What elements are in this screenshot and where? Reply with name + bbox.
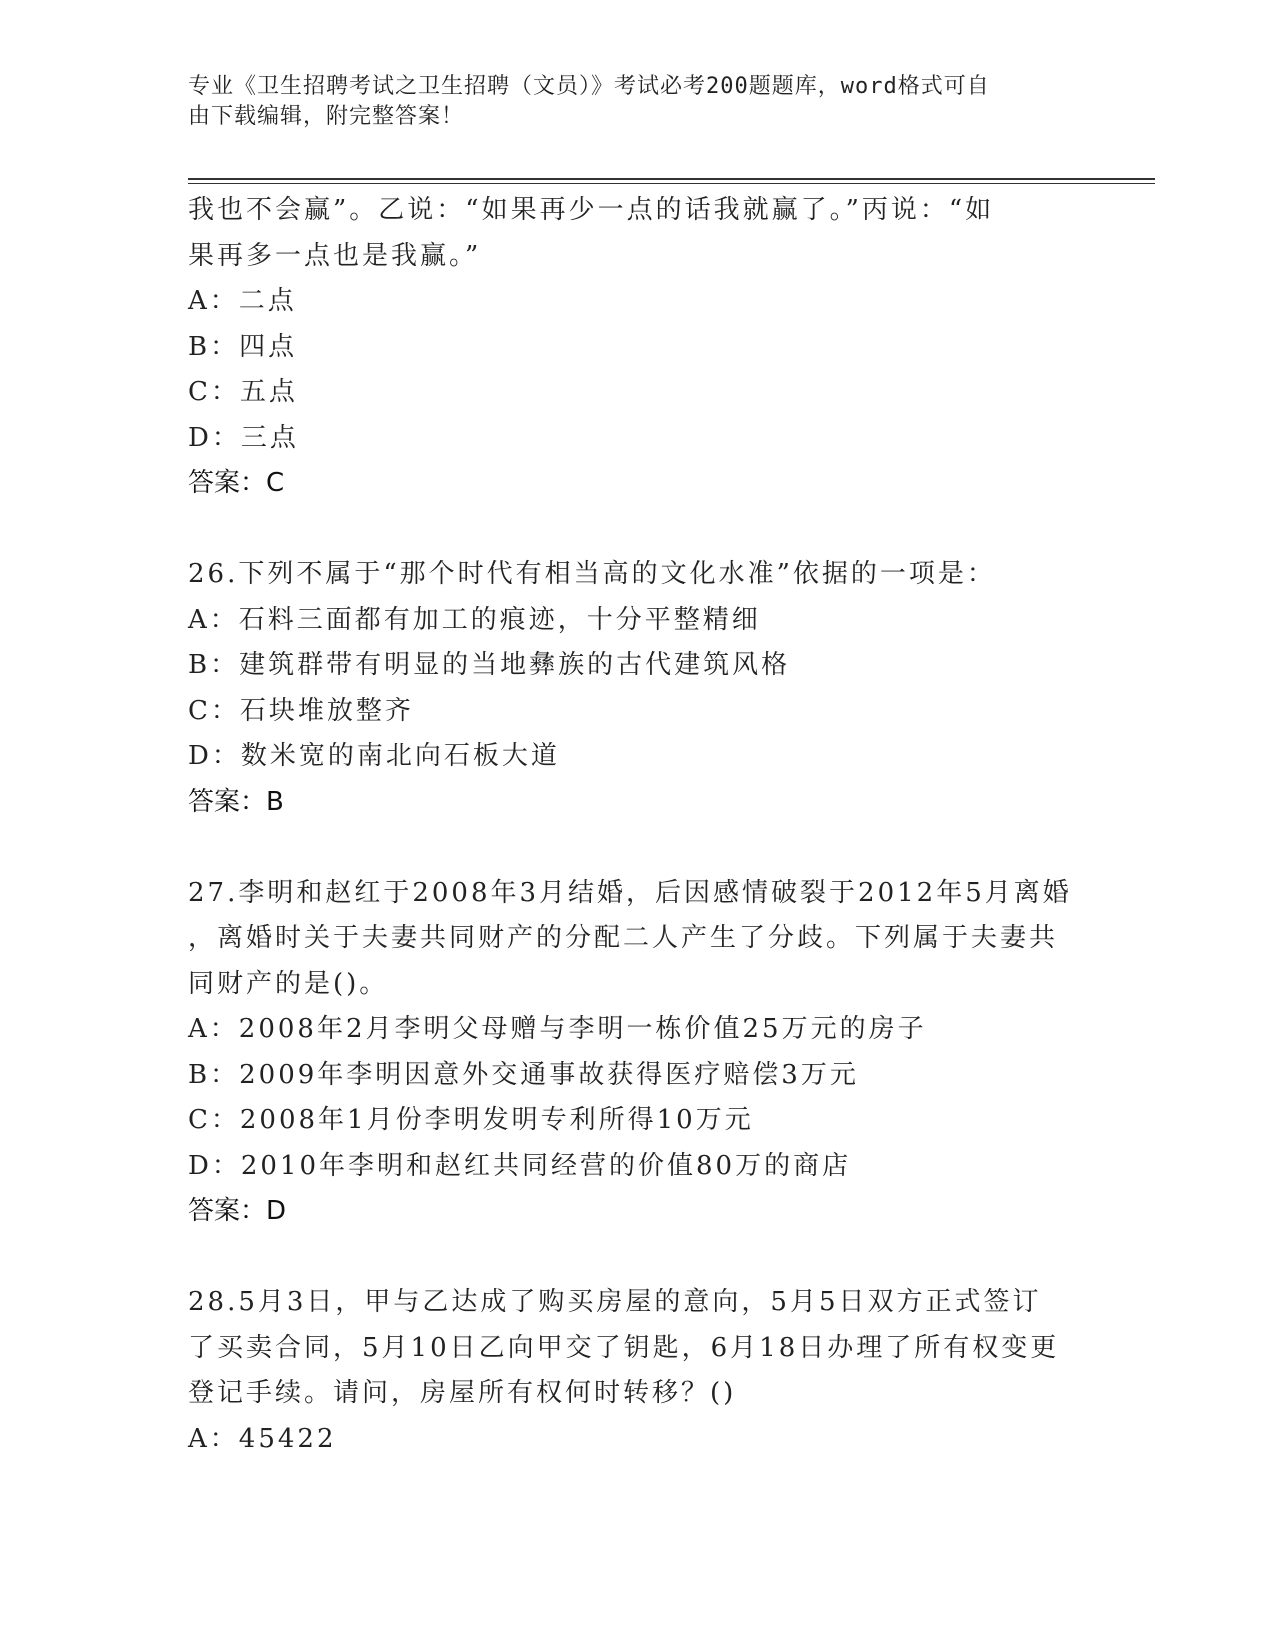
question-stem-line: 26.下列不属于“那个时代有相当高的文化水准”依据的一项是： [188, 559, 996, 589]
question-stem-line: 我也不会赢”。乙说：“如果再少一点的话我就赢了。”丙说：“如 [188, 195, 995, 225]
question-stem-line: 27.李明和赵红于2008年3月结婚，后因感情破裂于2012年5月离婚 [188, 877, 1072, 908]
option-d: D：数米宽的南北向石板大道 [188, 741, 560, 771]
option-c: C：石块堆放整齐 [188, 695, 414, 726]
answer-line: 答案：D [188, 1196, 287, 1226]
header-line-1: 专业《卫生招聘考试之卫生招聘（文员）》考试必考200题题库，word格式可自 [188, 74, 990, 99]
option-a: A：石料三面都有加工的痕迹，十分平整精细 [188, 604, 761, 635]
option-a: A：二点 [188, 286, 297, 316]
question-stem-line: 同财产的是()。 [188, 968, 389, 999]
page-header [188, 72, 1068, 132]
option-c: C：五点 [188, 377, 298, 407]
option-c: C：2008年1月份李明发明专利所得10万元 [188, 1105, 754, 1135]
option-b: B：建筑群带有明显的当地彝族的古代建筑风格 [188, 650, 791, 680]
question-stem-line: 28.5月3日，甲与乙达成了购买房屋的意向，5月5日双方正式签订 [188, 1287, 1042, 1317]
spacer [188, 1235, 1088, 1281]
question-stem-line: 了买卖合同，5月10日乙向甲交了钥匙，6月18日办理了所有权变更 [188, 1332, 1060, 1363]
option-d: D：三点 [188, 422, 299, 453]
header-rule-thin [188, 183, 1155, 184]
spacer [188, 825, 1088, 871]
question-block-27 [188, 871, 1088, 1235]
question-block-28 [188, 1280, 1088, 1462]
answer-line: 答案：B [188, 786, 284, 817]
question-block-26 [188, 552, 1088, 825]
answer-line: 答案：C [188, 468, 285, 498]
option-a: A：45422 [188, 1423, 337, 1454]
option-b: B：四点 [188, 331, 298, 362]
option-d: D：2010年李明和赵红共同经营的价值80万的商店 [188, 1150, 852, 1181]
header-rule-thick [188, 178, 1155, 180]
header-line-2: 由下载编辑，附完整答案！ [188, 104, 465, 129]
option-a: A：2008年2月李明父母赠与李明一栋价值25万元的房子 [188, 1014, 927, 1044]
question-block-continued [188, 188, 1088, 507]
question-stem-line: ，离婚时关于夫妻共同财产的分配二人产生了分歧。下列属于夫妻共 [188, 923, 1059, 953]
option-b: B：2009年李明因意外交通事故获得医疗赔偿3万元 [188, 1059, 859, 1090]
question-stem-line: 登记手续。请问，房屋所有权何时转移？() [188, 1378, 737, 1408]
question-content [188, 188, 1088, 1462]
spacer [188, 507, 1088, 553]
question-stem-line: 果再多一点也是我赢。” [188, 240, 482, 271]
